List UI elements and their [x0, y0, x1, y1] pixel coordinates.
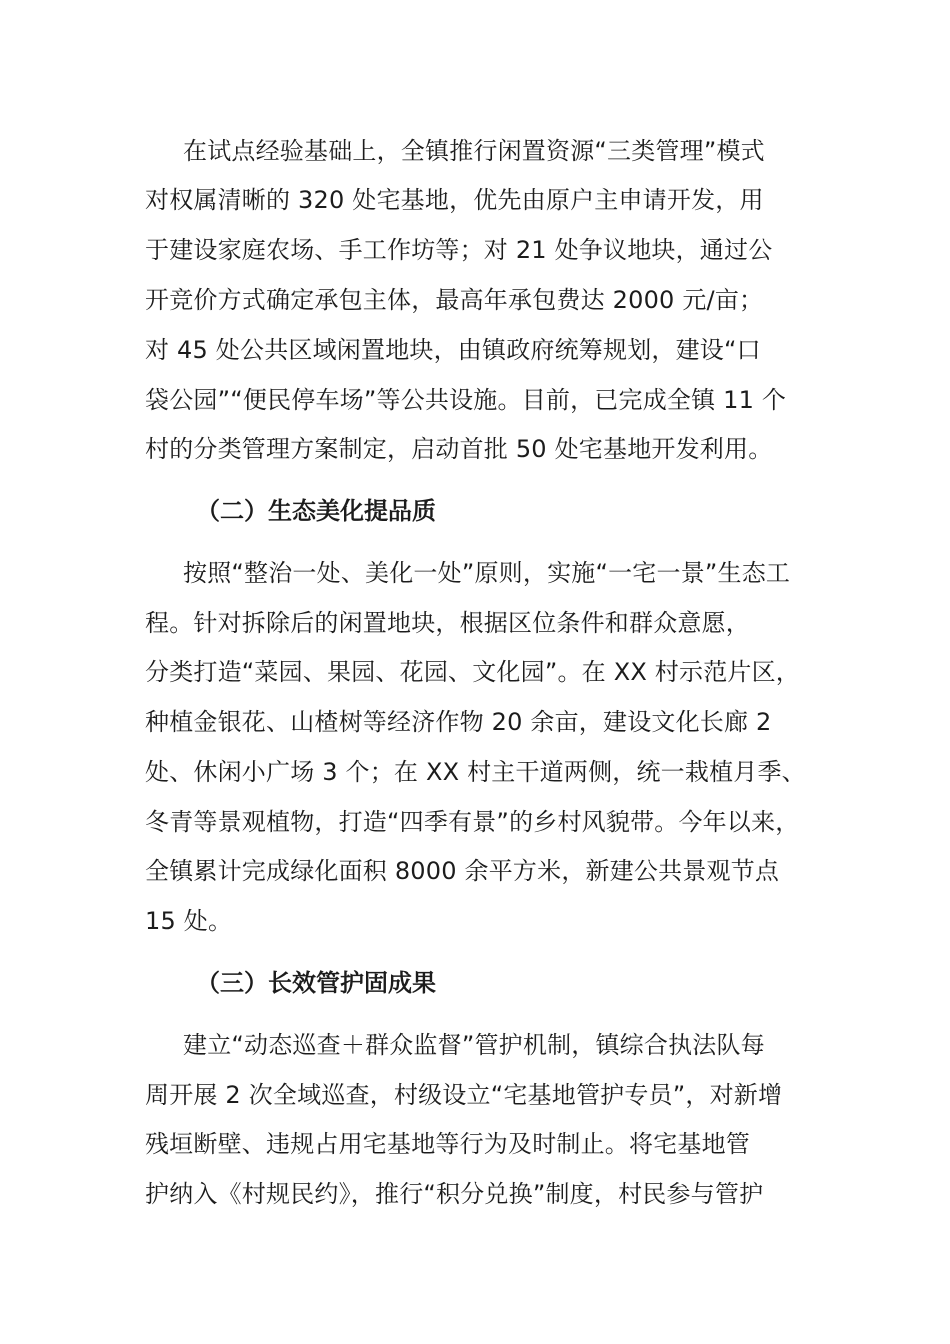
paragraph-3-line-1: 建立“动态巡查＋群众监督”管护机制，镇综合执法队每 [183, 1031, 765, 1059]
paragraph-3-line-4: 护纳入《村规民约》，推行“积分兑换”制度，村民参与管护 [145, 1180, 764, 1208]
paragraph-2-line-1: 按照“整治一处、美化一处”原则，实施“一宅一景”生态工 [183, 559, 791, 587]
section-heading-3: （三）长效管护固成果 [196, 969, 436, 997]
paragraph-2-line-5: 处、休闲小广场 3 个；在 XX 村主干道两侧，统一栽植月季、 [145, 758, 806, 786]
paragraph-2-line-2: 程。针对拆除后的闲置地块，根据区位条件和群众意愿， [145, 609, 750, 637]
paragraph-2-line-7: 全镇累计完成绿化面积 8000 余平方米，新建公共景观节点 [145, 857, 780, 885]
paragraph-1-line-2: 对权属清晰的 320 处宅基地，优先由原户主申请开发，用 [145, 186, 764, 214]
paragraph-1-line-5: 对 45 处公共区域闲置地块，由镇政府统筹规划，建设“口 [145, 336, 761, 364]
paragraph-2-line-4: 种植金银花、山楂树等经济作物 20 余亩，建设文化长廊 2 [145, 708, 772, 736]
paragraph-1-line-6: 袋公园”“便民停车场”等公共设施。目前，已完成全镇 11 个 [145, 386, 787, 414]
section-heading-2: （二）生态美化提品质 [196, 497, 436, 525]
paragraph-1-line-1: 在试点经验基础上，全镇推行闲置资源“三类管理”模式 [183, 137, 765, 165]
paragraph-1-line-4: 开竞价方式确定承包主体，最高年承包费达 2000 元/亩； [145, 286, 764, 314]
paragraph-2-line-6: 冬青等景观植物，打造“四季有景”的乡村风貌带。今年以来， [145, 808, 800, 836]
paragraph-3-line-3: 残垣断壁、违规占用宅基地等行为及时制止。将宅基地管 [145, 1130, 750, 1158]
paragraph-2-line-8: 15 处。 [145, 907, 233, 935]
paragraph-2-line-3: 分类打造“菜园、果园、花园、文化园”。在 XX 村示范片区， [145, 658, 801, 686]
paragraph-1-line-7: 村的分类管理方案制定，启动首批 50 处宅基地开发利用。 [145, 435, 773, 463]
paragraph-1-line-3: 于建设家庭农场、手工作坊等；对 21 处争议地块，通过公 [145, 236, 773, 264]
paragraph-3-line-2: 周开展 2 次全域巡查，村级设立“宅基地管护专员”，对新增 [145, 1081, 783, 1109]
